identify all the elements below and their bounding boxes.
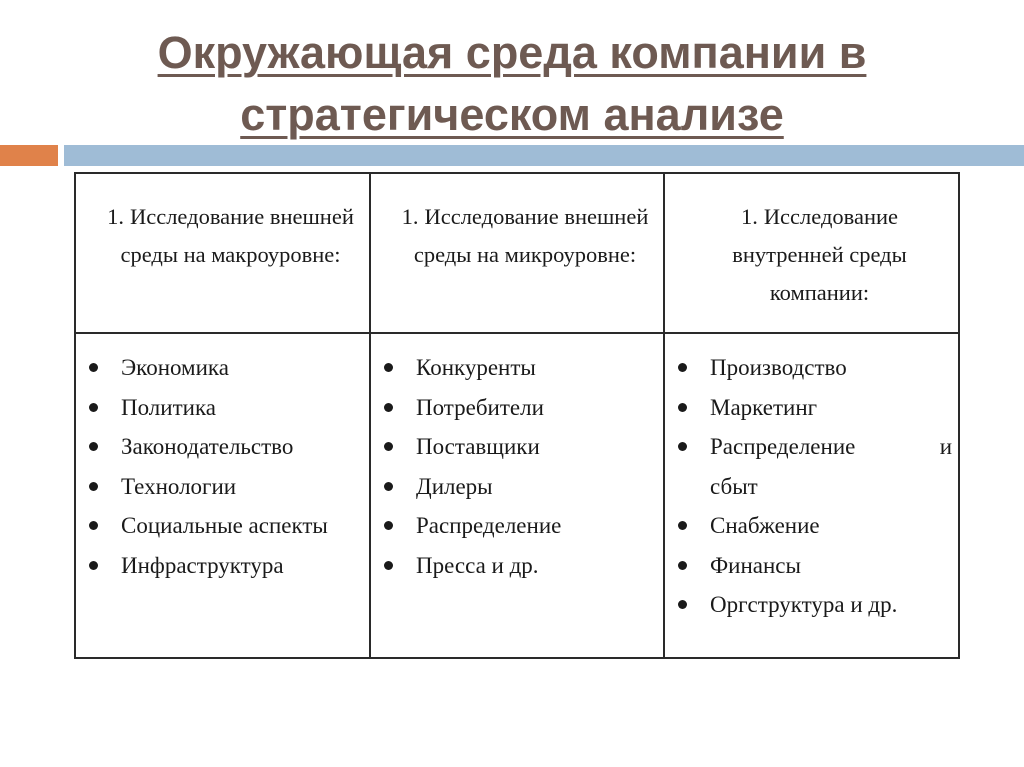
list-item: Социальные аспекты (82, 506, 363, 546)
table-header-row (75, 173, 959, 333)
header-text-micro: Исследование внешней среды на микроуровне: (413, 204, 649, 267)
body-cell-macro (75, 333, 370, 658)
distribution-line-2: сбыт (710, 473, 758, 499)
list-item: Снабжение (671, 506, 952, 546)
accent-bar (0, 145, 58, 166)
distribution-word: Распределение (710, 434, 856, 459)
header-number: 1. (740, 204, 758, 229)
micro-factor-list (371, 334, 663, 585)
macro-factor-list (76, 334, 369, 585)
header-text-macro: Исследование внешней среды на макроуровне: (120, 204, 354, 267)
list-item: Пресса и др. (377, 546, 657, 586)
header-cell-macro (75, 173, 370, 333)
header-number: 1. (107, 204, 124, 229)
header-number: 1. (401, 204, 419, 229)
distribution-line-1 (710, 427, 952, 467)
table-body-row (75, 333, 959, 658)
internal-factor-list (665, 334, 958, 625)
list-item (671, 427, 952, 506)
slide-title (0, 22, 1024, 146)
list-item: Конкуренты (377, 348, 657, 388)
body-cell-micro (370, 333, 664, 658)
list-item: Дилеры (377, 467, 657, 507)
list-item: Финансы (671, 546, 952, 586)
list-item: Поставщики (377, 427, 657, 467)
list-item: Маркетинг (671, 388, 952, 428)
list-item: Оргструктура и др. (671, 585, 952, 625)
list-item: Распределение (377, 506, 657, 546)
divider-bar (64, 145, 1024, 166)
list-item: Производство (671, 348, 952, 388)
list-item: Технологии (82, 467, 363, 507)
list-item: Потребители (377, 388, 657, 428)
environment-table (74, 172, 960, 659)
header-text-internal: Исследование внутренней среды компании: (732, 204, 907, 305)
title-line-1: Окружающая среда компании в (157, 27, 867, 78)
list-item: Политика (82, 388, 363, 428)
header-cell-micro (370, 173, 664, 333)
body-cell-internal (664, 333, 959, 658)
distribution-conjunction: и (939, 434, 952, 459)
list-item: Экономика (82, 348, 363, 388)
title-line-2: стратегическом анализе (240, 89, 784, 140)
list-item: Законодательство (82, 427, 363, 467)
header-cell-internal (664, 173, 959, 333)
list-item: Инфраструктура (82, 546, 363, 586)
